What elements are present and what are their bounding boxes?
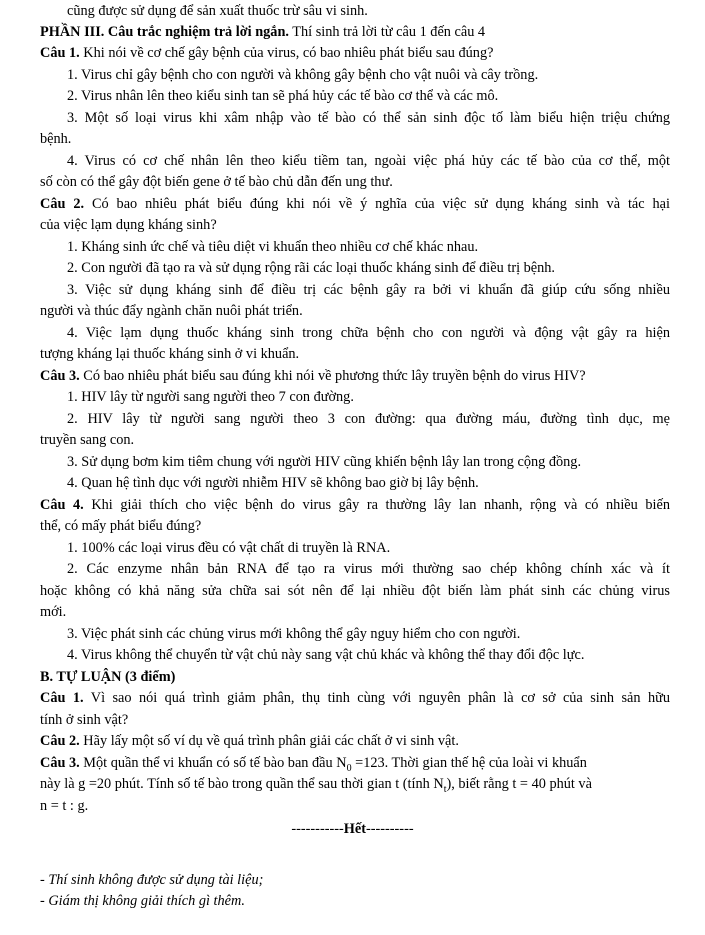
intro-line: cũng được sử dụng để sản xuất thuốc trừ sâu vi sinh. — [67, 3, 368, 19]
e3-text-3: này là g =20 phút. Tính số tế bào trong quần thể sau thời gian t (tính N — [40, 776, 444, 792]
end-marker — [0, 819, 705, 839]
q1-stem — [40, 43, 670, 63]
q4-statement-2a: 2. Các enzyme nhân bản RNA để tạo ra virus mới thường sao chép không chính xác và ít — [67, 561, 670, 577]
q4-stem-text: Khi giải thích cho việc bệnh do virus gây ra thường lây lan nhanh, rộng và có nhiều biến — [83, 497, 670, 513]
q2-statement-4a: 4. Việc lạm dụng thuốc kháng sinh trong chữa bệnh cho con người và động vật gây ra hiện — [67, 325, 670, 341]
q4-statement-4: 4. Virus không thể chuyển từ vật chủ này sang vật chủ khác và không thể thay đổi độc lực. — [67, 647, 585, 663]
e1-text: Vì sao nói quá trình giảm phân, thụ tinh cùng với nguyên phân là cơ sở của sinh sản hữu — [83, 690, 670, 706]
end-dashes-left: ----------- — [291, 821, 344, 837]
q2-stem-a — [40, 194, 670, 214]
q4-stem-a — [40, 495, 670, 515]
part3-instruction: Thí sinh trả lời từ câu 1 đến câu 4 — [288, 24, 486, 40]
e1-line-a — [40, 688, 670, 708]
q4-label: Câu 4. — [40, 497, 84, 513]
q4-statement-1: 1. 100% các loại virus đều có vật chất di truyền là RNA. — [67, 540, 391, 556]
q3-stem-text: Có bao nhiêu phát biểu sau đúng khi nói về phương thức lây truyền bệnh do virus HIV? — [79, 368, 586, 384]
q2-statement-2: 2. Con người đã tạo ra và sử dụng rộng rãi các loại thuốc kháng sinh để điều trị bệnh. — [67, 260, 555, 276]
e3-line-3: n = t : g. — [40, 798, 89, 814]
note-1: - Thí sinh không được sử dụng tài liệu; — [40, 872, 264, 888]
q1-statement-4b: số còn có thể gây đột biến gene ở tế bào chủ dẫn đến ung thư. — [40, 174, 393, 190]
q2-statement-3b: người và thúc đẩy ngành chăn nuôi phát triển. — [40, 303, 303, 319]
partB-heading — [40, 667, 670, 687]
q2-label: Câu 2. — [40, 196, 85, 212]
part3-heading-line — [40, 22, 670, 42]
q3-statement-2a: 2. HIV lây từ người sang người theo 3 con đường: qua đường máu, đường tình dục, mẹ — [67, 411, 670, 427]
end-dashes-right: ---------- — [365, 821, 414, 837]
e3-text-1: Một quần thể vi khuẩn có số tế bào ban đầu N — [79, 755, 347, 771]
q2-statement-3a: 3. Việc sử dụng kháng sinh để điều trị các bệnh gây ra bởi vi khuẩn đã giúp cứu sống nhiều — [67, 282, 670, 298]
q3-statement-2b: truyền sang con. — [40, 432, 135, 448]
q2-statement-1: 1. Kháng sinh ức chế và tiêu diệt vi khuẩn theo nhiều cơ chế khác nhau. — [67, 239, 479, 255]
partB-heading-text: B. TỰ LUẬN (3 điểm) — [40, 669, 176, 685]
q1-statement-3a: 3. Một số loại virus khi xâm nhập vào tế bào có thể sản sinh độc tố làm biểu hiện triệu chứng — [67, 110, 670, 126]
q4-statement-3: 3. Việc phát sinh các chủng virus mới không thể gây nguy hiểm cho con người. — [67, 626, 521, 642]
e3-subscript-0: 0 — [346, 762, 352, 774]
q2-statement-4b: tượng kháng lại thuốc kháng sinh ở vi khuẩn. — [40, 346, 300, 362]
q1-stem-text: Khi nói về cơ chế gây bệnh của virus, có bao nhiêu phát biểu sau đúng? — [79, 45, 494, 61]
note-2: - Giám thị không giải thích gì thêm. — [40, 893, 245, 909]
q3-stem — [40, 366, 670, 386]
q1-statement-4a: 4. Virus có cơ chế nhân lên theo kiểu tiềm tan, ngoài việc phá hủy các tế bào của cơ thể, một — [67, 153, 670, 169]
q3-statement-3: 3. Sử dụng bơm kim tiêm chung với người HIV cũng khiến bệnh lây lan trong cộng đồng. — [67, 454, 582, 470]
q4-statement-2b: hoặc không có khả năng sửa chữa sai sót nên để lại nhiều đột biến làm phát sinh các chủng virus — [40, 583, 670, 599]
q1-statement-1: 1. Virus chỉ gây bệnh cho con người và không gây bệnh cho vật nuôi và cây trồng. — [67, 67, 539, 83]
q1-label: Câu 1. — [40, 45, 80, 61]
e2-label: Câu 2. — [40, 733, 80, 749]
e3-subscript-t: t — [443, 783, 447, 795]
e1-line-b: tính ở sinh vật? — [40, 712, 129, 728]
e2-line — [40, 731, 670, 751]
e1-label: Câu 1. — [40, 690, 84, 706]
e3-text-4: ), biết rằng t = 40 phút và — [446, 776, 592, 792]
q4-stem-b: thể, có mấy phát biểu đúng? — [40, 518, 202, 534]
e3-text-2: =123. Thời gian thế hệ của loài vi khuẩn — [351, 755, 587, 771]
q1-statement-2: 2. Virus nhân lên theo kiểu sinh tan sẽ phá hủy các tế bào cơ thể và các mô. — [67, 88, 499, 104]
end-word: Hết — [343, 821, 366, 837]
e2-text: Hãy lấy một số ví dụ về quá trình phân giải các chất ở vi sinh vật. — [79, 733, 459, 749]
q3-statement-1: 1. HIV lây từ người sang người theo 7 con đường. — [67, 389, 354, 405]
q2-stem-text: Có bao nhiêu phát biểu đúng khi nói về ý nghĩa của việc sử dụng kháng sinh và tác hại — [84, 196, 670, 212]
q4-statement-2c: mới. — [40, 604, 67, 620]
q2-stem-b: của việc lạm dụng kháng sinh? — [40, 217, 217, 233]
q3-label: Câu 3. — [40, 368, 80, 384]
e3-label: Câu 3. — [40, 755, 80, 771]
q1-statement-3b: bệnh. — [40, 131, 72, 147]
q3-statement-4: 4. Quan hệ tình dục với người nhiễm HIV sẽ không bao giờ bị lây bệnh. — [67, 475, 479, 491]
part3-heading: PHẦN III. Câu trắc nghiệm trả lời ngắn. — [40, 24, 289, 40]
